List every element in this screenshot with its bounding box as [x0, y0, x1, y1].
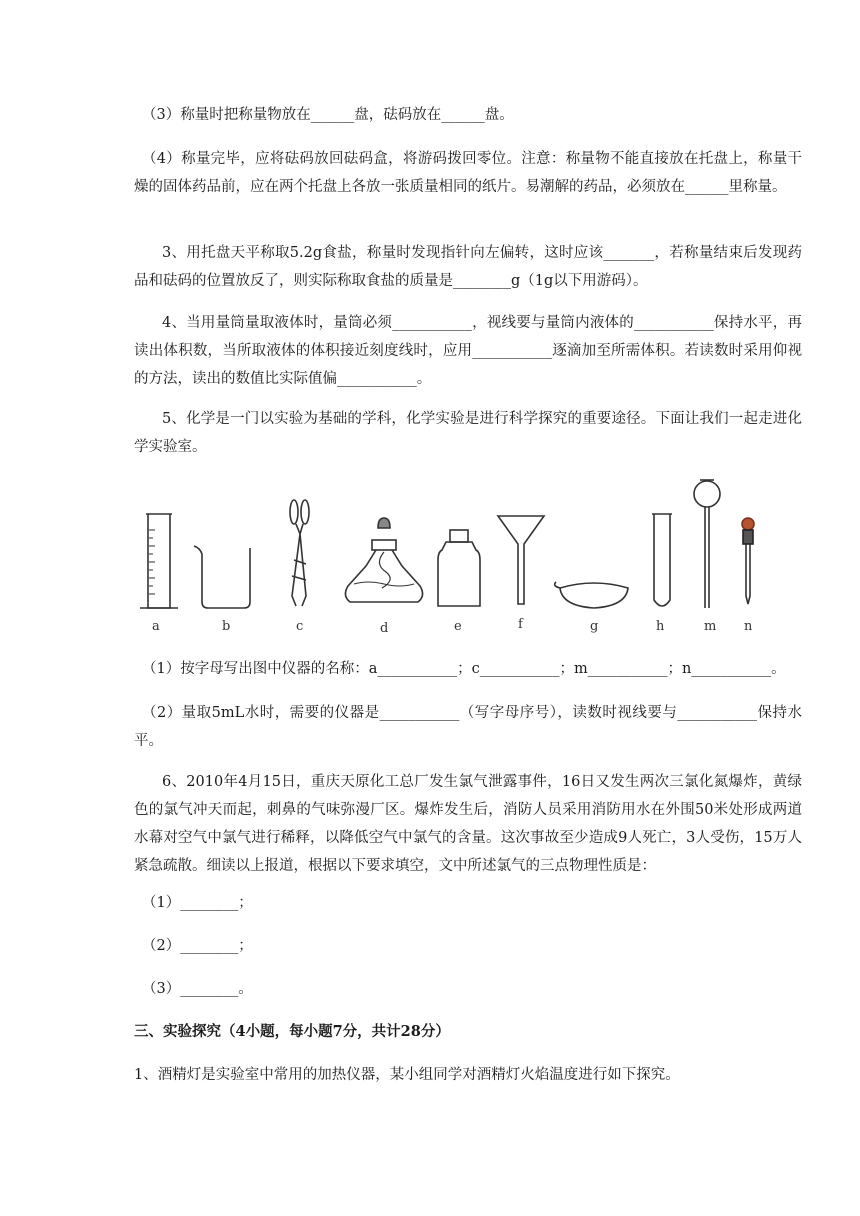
label-h: h	[656, 619, 665, 634]
beaker-b	[194, 546, 250, 608]
question-5-1: （1）按字母写出图中仪器的名称：a___________；c___________；m___________；n___________。	[142, 661, 786, 677]
label-f: f	[518, 617, 523, 632]
reagent-bottle-e	[438, 530, 480, 606]
section-3-question-1: 1、酒精灯是实验室中常用的加热仪器，某小组同学对酒精灯火焰温度进行如下探究。	[134, 1067, 680, 1083]
alcohol-lamp-d	[345, 518, 422, 602]
question-5: 5、化学是一门以实验为基础的学科，化学实验是进行科学探究的重要途径。下面让我们一起走进化学实验室。	[134, 411, 802, 455]
test-tube-h	[652, 514, 672, 606]
label-d: d	[380, 621, 389, 636]
question-6-2: （2）________；	[142, 938, 253, 954]
label-m: m	[704, 619, 717, 634]
label-c: c	[296, 619, 304, 634]
funnel-f	[498, 516, 544, 604]
question-4-weighing: （4）称量完毕，应将砝码放回砝码盒，将游码拨回零位。注意：称量物不能直接放在托盘上，称量干燥的固体药品前，应在两个托盘上各放一张质量相同的纸片。易潮解的药品，必须放在______里称量。	[134, 151, 802, 195]
crucible-tongs-c	[290, 500, 309, 606]
question-6: 6、2010年4月15日，重庆天原化工总厂发生氯气泄露事件，16日又发生两次三氯化氮爆炸，黄绿色的氯气冲天而起，刺鼻的气味弥漫厂区。爆炸发生后，消防人员采用消防用水在外围50米处形成两道水幕对空气中氯气进行稀释，以降低空气中氯气的含量。这次事故至少造成9人死亡，3人受伤，15万人紧急疏散。细读以上报道，根据以下要求填空，文中所述氯气的三点物理性质是：	[134, 774, 802, 874]
label-g: g	[590, 619, 599, 634]
label-b: b	[222, 619, 231, 634]
question-5-2: （2）量取5mL水时，需要的仪器是___________（写字母序号），读数时视线要与___________保持水平。	[134, 705, 802, 749]
lab-apparatus-figure	[128, 468, 778, 640]
question-6-3: （3）________。	[142, 981, 253, 997]
question-3: 3、用托盘天平称取5.2g食盐，称量时发现指针向左偏转，这时应该_______，若称量结束后发现药品和砝码的位置放反了，则实际称取食盐的质量是________g（1g以下用游码）。	[134, 245, 802, 289]
evaporating-dish-g	[555, 582, 628, 608]
graduated-cylinder-a	[140, 514, 178, 608]
question-4: 4、当用量筒量取液体时，量筒必须___________，视线要与量筒内液体的___________保持水平，再读出体积数，当所取液体的体积接近刻度线时，应用___________逐滴加至所需体积。若读数时采用仰视的方法，读出的数值比实际值偏___________。	[134, 315, 802, 387]
section-3-heading: 三、实验探究（4小题，每小题7分，共计28分）	[134, 1023, 450, 1040]
question-6-1: （1）________；	[142, 895, 253, 911]
question-3-weighing: （3）称量时把称量物放在______盘，砝码放在______盘。	[142, 107, 514, 123]
bulb-pipette-m	[694, 480, 720, 608]
label-e: e	[454, 619, 462, 634]
label-n: n	[744, 619, 753, 634]
dropper-n	[742, 518, 754, 604]
label-a: a	[152, 619, 160, 634]
